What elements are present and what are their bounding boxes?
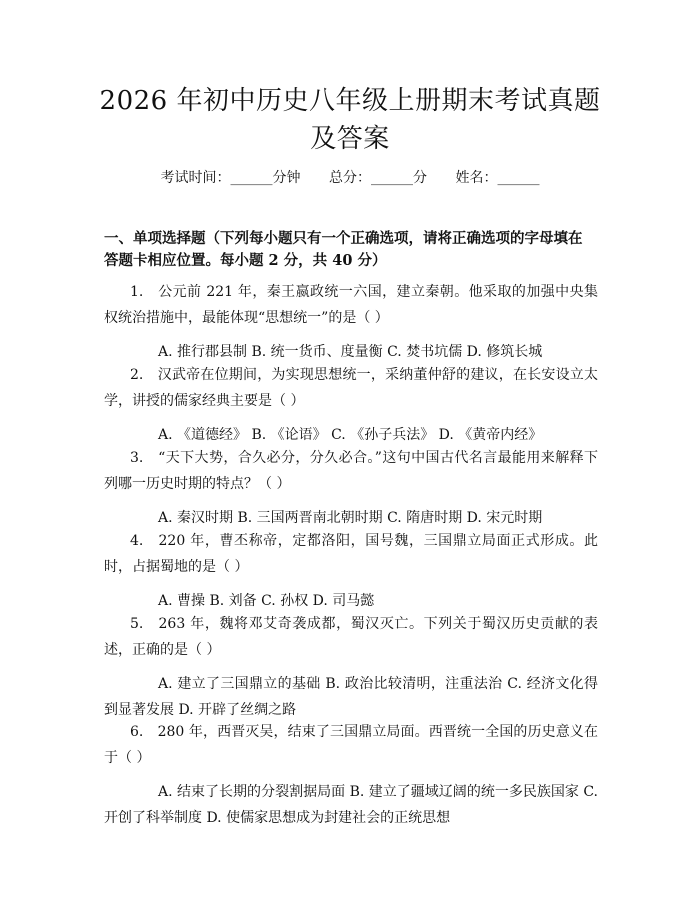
question-stem: 1. 公元前 221 年，秦王嬴政统一六国，建立秦朝。他采取的加强中央集权统治措施中，最能体现“思想统一”的是（ ） bbox=[104, 284, 598, 326]
question-options: A. 曹操 B. 刘备 C. 孙权 D. 司马懿 bbox=[158, 593, 375, 609]
question-item bbox=[104, 279, 598, 365]
exam-meta bbox=[0, 168, 700, 188]
question-stem: 5. 263 年，魏将邓艾奇袭成都，蜀汉灭亡。下列关于蜀汉历史贡献的表述，正确的是（ ） bbox=[104, 616, 598, 658]
page-title: 2026 年初中历史八年级上册期末考试真题及答案 bbox=[99, 86, 601, 154]
question-stem: 3. “天下大势，合久必分，分久必合。”这句中国古代名言最能用来解释下列哪一历史时期的特点？（ ） bbox=[104, 450, 598, 492]
student-name: 姓名：______ bbox=[455, 170, 540, 186]
exam-score: 总分：______分 bbox=[329, 170, 427, 186]
question-item bbox=[104, 445, 598, 531]
question-item bbox=[104, 528, 598, 614]
question-item bbox=[104, 362, 598, 448]
question-options: A. 推行郡县制 B. 统一货币、度量衡 C. 焚书坑儒 D. 修筑长城 bbox=[158, 344, 543, 360]
question-stem: 6. 280 年，西晋灭吴，结束了三国鼎立局面。西晋统一全国的历史意义在于（ ） bbox=[104, 724, 598, 766]
question-stem: 2. 汉武帝在位期间，为实现思想统一，采纳董仲舒的建议，在长安设立太学，讲授的儒家经典主要是（ ） bbox=[104, 367, 598, 409]
question-stem: 4. 220 年，曹丕称帝，定都洛阳，国号魏，三国鼎立局面正式形成。此时，占据蜀地的是（ ） bbox=[104, 533, 598, 575]
question-item bbox=[104, 719, 598, 831]
question-item bbox=[104, 611, 598, 723]
section-heading: 一、单项选择题（下列每小题只有一个正确选项，请将正确选项的字母填在答题卡相应位置。每小题 2 分，共 40 分） bbox=[104, 230, 583, 269]
question-options: A. 《道德经》 B. 《论语》 C. 《孙子兵法》 D. 《黄帝内经》 bbox=[158, 427, 543, 443]
exam-time: 考试时间：______分钟 bbox=[160, 170, 301, 186]
question-options: A. 建立了三国鼎立的基础 B. 政治比较清明，注重法治 C. 经济文化得到显著发展 D. 开辟了丝绸之路 bbox=[104, 676, 598, 718]
question-options: A. 结束了长期的分裂割据局面 B. 建立了疆域辽阔的统一多民族国家 C. 开创了科举制度 D. 使儒家思想成为封建社会的正统思想 bbox=[104, 784, 598, 826]
question-options: A. 秦汉时期 B. 三国两晋南北朝时期 C. 隋唐时期 D. 宋元时期 bbox=[158, 510, 543, 526]
